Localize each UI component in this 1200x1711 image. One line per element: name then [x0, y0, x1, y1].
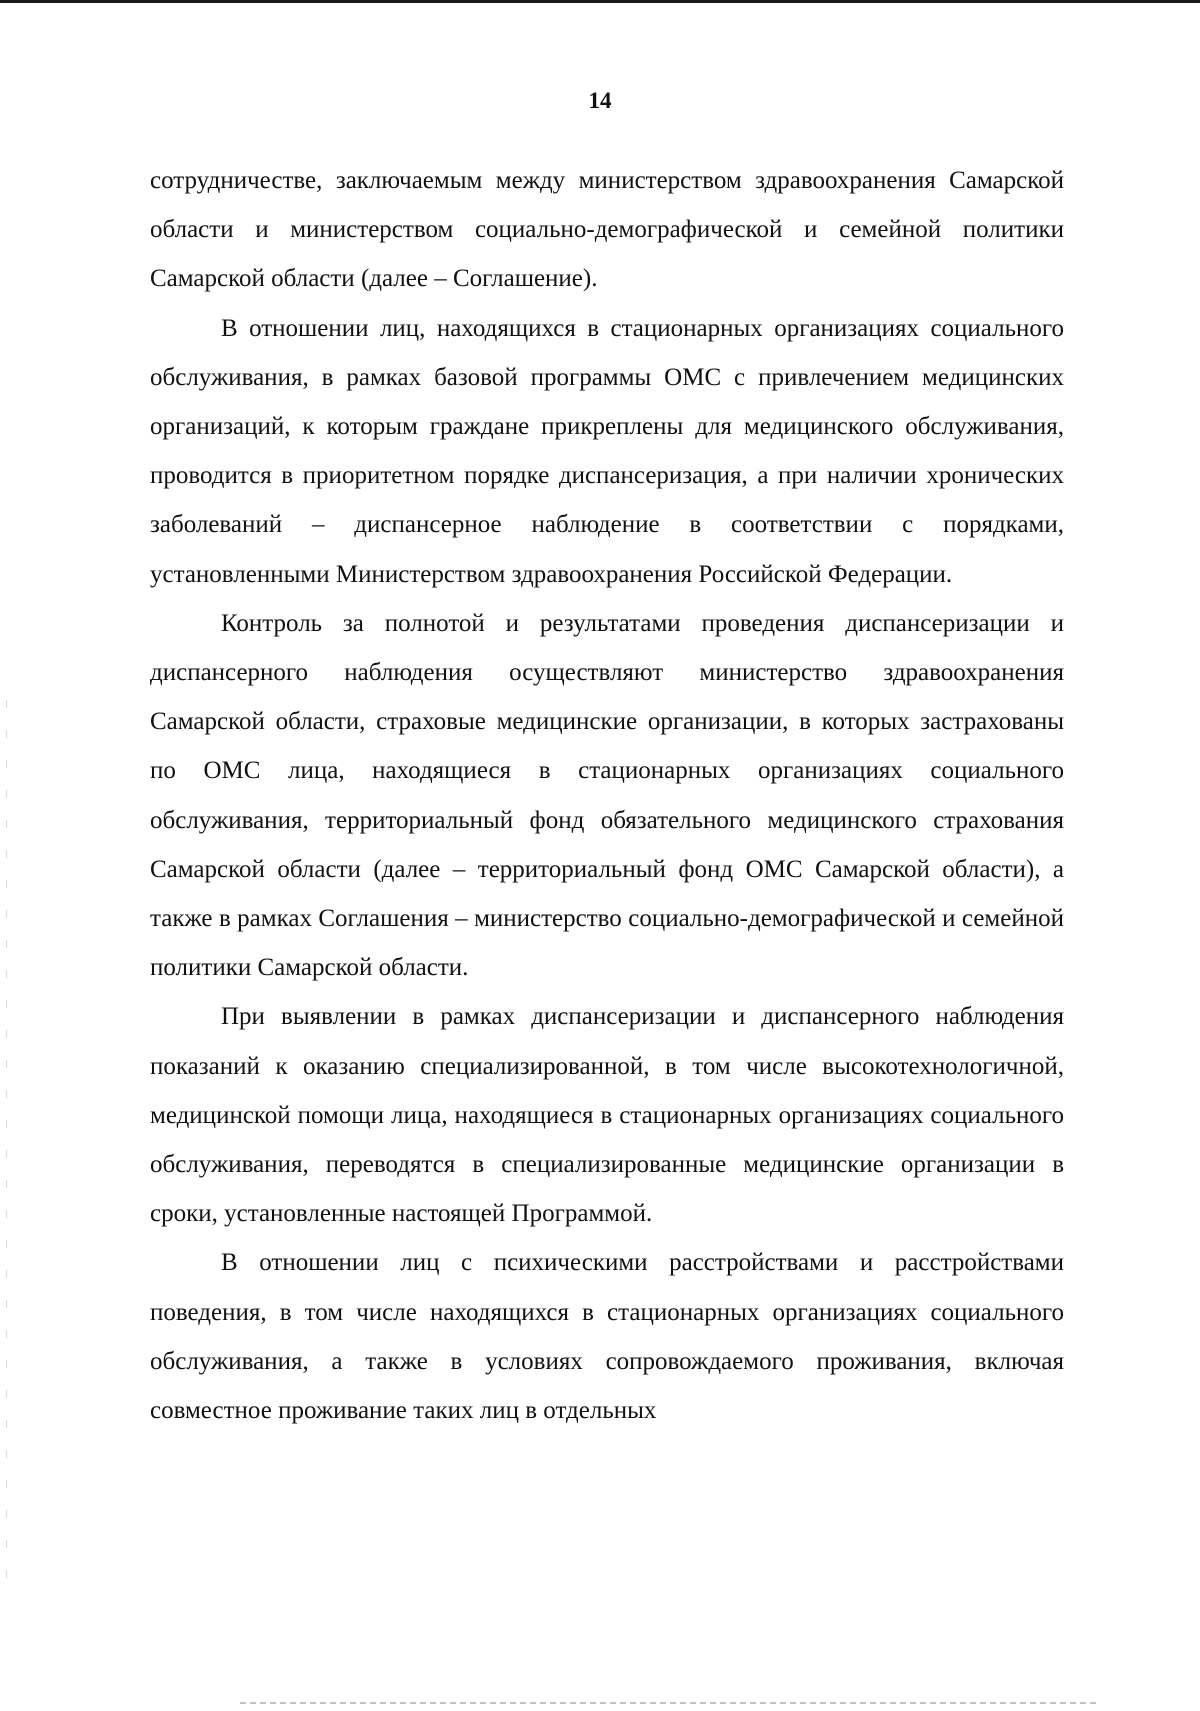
paragraph: Контроль за полнотой и результатами проведения диспансеризации и диспансерного наблюдения осуществляют министерство здравоохранения Самарской области, страховые медицинские организации, в которых застрахованы по ОМС лица, находящиеся в стационарных организациях социального обслуживания, территориальный фонд обязательного медицинского страхования Самарской области (далее – территориальный фонд ОМС Самарской области), а также в рамках Соглашения – министерство социально-демографической и семейной политики Самарской области.: [150, 609, 1064, 982]
paragraph: В отношении лиц с психическими расстройствами и расстройствами поведения, в том числе находящихся в стационарных организациях социального обслуживания, а также в условиях сопровождаемого проживания, включая совместное проживание таких лиц в отдельных: [150, 1249, 1064, 1425]
document-body: [150, 156, 1064, 1435]
top-border: [0, 0, 1200, 3]
paragraph: В отношении лиц, находящихся в стационарных организациях социального обслуживания, в рамках базовой программы ОМС с привлечением медицинских организаций, к которым граждане прикреплены для медицинского обслуживания, проводится в приоритетном порядке диспансеризация, а при наличии хронических заболеваний – диспансерное наблюдение в соответствии с порядками, установленными Министерством здравоохранения Российской Федерации.: [150, 314, 1064, 588]
scan-artifact-bottom: [240, 1702, 1100, 1704]
scan-artifact-left: [6, 700, 7, 1600]
page-number: 14: [588, 88, 612, 113]
paragraph-continuation: сотрудничестве, заключаемым между министерством здравоохранения Самарской области и министерством социально-демографической и семейной политики Самарской области (далее – Соглашение).: [150, 167, 1064, 293]
paragraph: При выявлении в рамках диспансеризации и диспансерного наблюдения показаний к оказанию специализированной, в том числе высокотехнологичной, медицинской помощи лица, находящиеся в стационарных организациях социального обслуживания, переводятся в специализированные медицинские организации в сроки, установленные настоящей Программой.: [150, 1003, 1064, 1228]
